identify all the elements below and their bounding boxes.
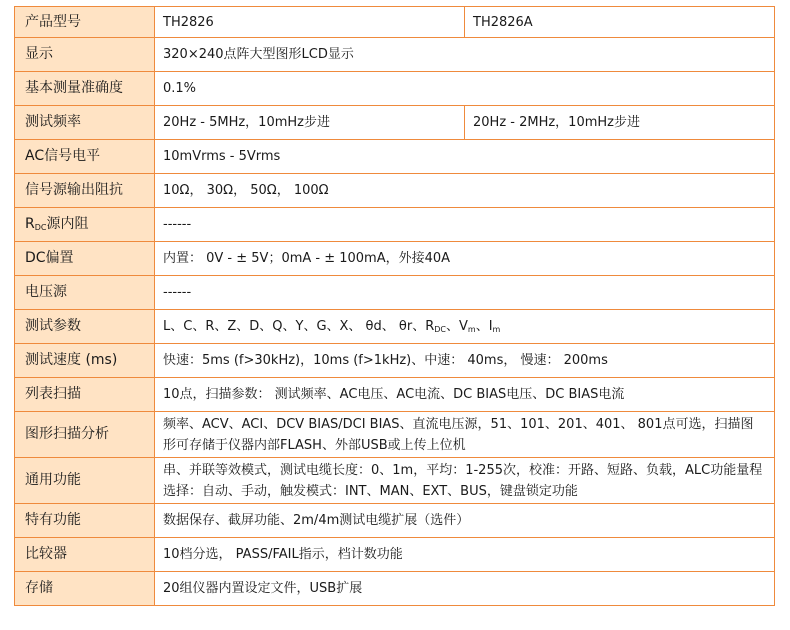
- row-value: 10档分选， PASS/FAIL指示，档计数功能: [155, 538, 775, 572]
- row-label: 电压源: [15, 276, 155, 310]
- table-row: [15, 106, 775, 140]
- row-label: [15, 208, 155, 242]
- row-label: 测试频率: [15, 106, 155, 140]
- table-row: [15, 208, 775, 242]
- table-row: [15, 276, 775, 310]
- params-sub-dc: DC: [434, 325, 446, 334]
- row-label: 信号源输出阻抗: [15, 174, 155, 208]
- params-sub-m: m: [467, 325, 476, 334]
- table-row: [15, 344, 775, 378]
- table-row: [15, 310, 775, 344]
- header-label: 产品型号: [15, 7, 155, 38]
- row-label: 特有功能: [15, 504, 155, 538]
- row-value: ------: [155, 208, 775, 242]
- row-label: 测试速度 (ms): [15, 344, 155, 378]
- table-row: [15, 538, 775, 572]
- table-row: [15, 242, 775, 276]
- model-a: TH2826: [155, 7, 465, 38]
- row-value: 内置： 0V - ± 5V；0mA - ± 100mA，外接40A: [155, 242, 775, 276]
- row-value: 10点，扫描参数： 测试频率、AC电压、AC电流、DC BIAS电压、DC BIAS电流: [155, 378, 775, 412]
- row-value: [155, 310, 775, 344]
- row-label: 通用功能: [15, 458, 155, 504]
- row-value: 20组仪器内置设定文件，USB扩展: [155, 572, 775, 606]
- table-row: [15, 140, 775, 174]
- row-value: ------: [155, 276, 775, 310]
- row-label: 图形扫描分析: [15, 412, 155, 458]
- row-label: 存储: [15, 572, 155, 606]
- table-row: [15, 38, 775, 72]
- row-label: DC偏置: [15, 242, 155, 276]
- row-value: 频率、ACV、ACI、DCV BIAS/DCI BIAS、直流电压源，51、101、201、401、 801点可选，扫描图形可存储于仪器内部FLASH、外部USB或上传上位机: [155, 412, 775, 458]
- table-row: [15, 412, 775, 458]
- row-value: 0.1%: [155, 72, 775, 106]
- row-value: 数据保存、截屏功能、2m/4m测试电缆扩展（选件）: [155, 504, 775, 538]
- row-value: 快速：5ms (f>30kHz)，10ms (f>1kHz)、中速： 40ms， 慢速： 200ms: [155, 344, 775, 378]
- row-label: 列表扫描: [15, 378, 155, 412]
- table-row: [15, 504, 775, 538]
- params-text: 、V: [445, 319, 468, 334]
- table-row: [15, 572, 775, 606]
- row-value-a: 20Hz - 5MHz，10mHz步进: [155, 106, 465, 140]
- row-label: AC信号电平: [15, 140, 155, 174]
- label-main: R: [25, 216, 35, 232]
- model-b: TH2826A: [465, 7, 775, 38]
- label-rest: 源内阻: [46, 216, 89, 232]
- params-text: 、I: [475, 319, 493, 334]
- label-subscript: DC: [34, 223, 47, 232]
- params-text: L、C、R、Z、D、Q、Y、G、X、 θd、 θr、R: [163, 319, 435, 334]
- row-label: 比较器: [15, 538, 155, 572]
- row-value: 320×240点阵大型图形LCD显示: [155, 38, 775, 72]
- row-value: 10Ω， 30Ω， 50Ω， 100Ω: [155, 174, 775, 208]
- table-row: [15, 174, 775, 208]
- table-row: [15, 458, 775, 504]
- header-row: [15, 7, 775, 38]
- row-value: 串、并联等效模式，测试电缆长度：0、1m，平均：1-255次，校准：开路、短路、负载，ALC功能量程选择：自动、手动，触发模式：INT、MAN、EXT、BUS，键盘锁定功能: [155, 458, 775, 504]
- row-label: 显示: [15, 38, 155, 72]
- row-value: 10mVrms - 5Vrms: [155, 140, 775, 174]
- row-label: 测试参数: [15, 310, 155, 344]
- row-value-b: 20Hz - 2MHz，10mHz步进: [465, 106, 775, 140]
- params-sub-m: m: [492, 325, 501, 334]
- row-label: 基本测量准确度: [15, 72, 155, 106]
- spec-table: [14, 6, 775, 606]
- table-row: [15, 72, 775, 106]
- table-row: [15, 378, 775, 412]
